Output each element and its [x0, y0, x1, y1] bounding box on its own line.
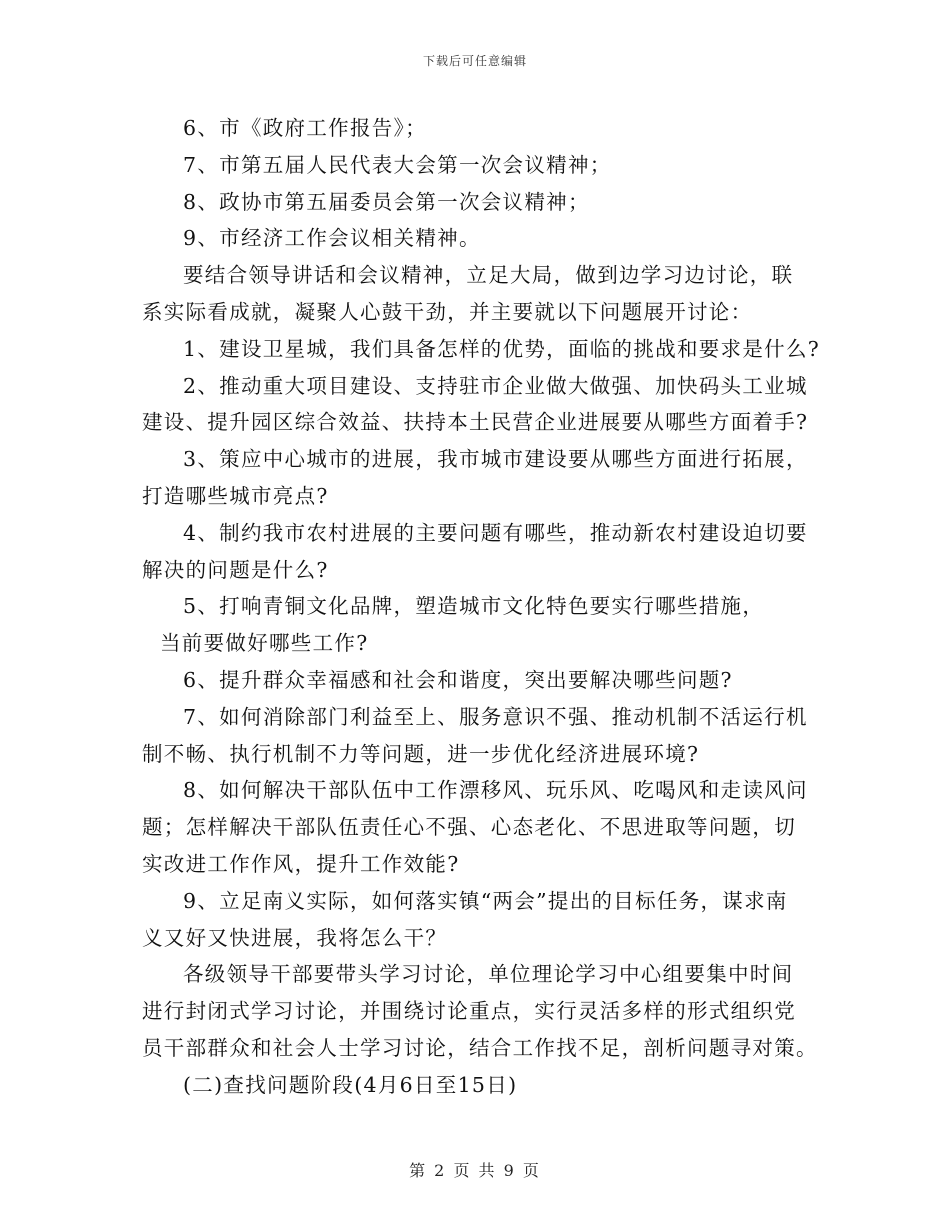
text-line: 义又好又快进展，我将怎么干？: [142, 925, 448, 950]
text-line: 9、立足南义实际，如何落实镇“两会”提出的目标任务，谋求南: [183, 888, 788, 913]
text-line: 8、如何解决干部队伍中工作漂移风、玩乐风、吃喝风和走读风问: [183, 778, 808, 803]
text-line: 实改进工作作风，提升工作效能?: [142, 851, 460, 876]
text-line: 6、市《政府工作报告》；: [183, 116, 427, 140]
section-heading: (二)查找问题阶段(4月6日至15日): [183, 1072, 518, 1097]
text-line: 1、建设卫星城，我们具备怎样的优势，面临的挑战和要求是什么?: [183, 336, 821, 361]
text-line: 7、如何消除部门利益至上、服务意识不强、推动机制不活运行机: [183, 704, 808, 729]
text-line: 7、市第五届人民代表大会第一次会议精神；: [183, 152, 612, 177]
text-line: 6、提升群众幸福感和社会和谐度，突出要解决哪些问题?: [183, 667, 733, 692]
text-line: 建设、提升园区综合效益、扶持本土民营企业进展要从哪些方面着手?: [142, 410, 809, 435]
text-line: 员干部群众和社会人士学习讨论，结合工作找不足，剖析问题寻对策。: [142, 1035, 818, 1060]
text-line: 8、政协市第五届委员会第一次会议精神；: [183, 189, 590, 214]
text-line: 各级领导干部要带头学习讨论，单位理论学习中心组要集中时间: [183, 962, 794, 987]
text-line: 题；怎样解决干部队伍责任心不强、心态老化、不思进取等问题，切: [142, 815, 796, 840]
text-line: 当前要做好哪些工作?: [160, 631, 369, 656]
text-line: 进行封闭式学习讨论，并围绕讨论重点，实行灵活多样的形式组织党: [142, 999, 796, 1024]
text-line: 4、制约我市农村进展的主要问题有哪些，推动新农村建设迫切要: [183, 520, 808, 545]
text-line: 5、打响青铜文化品牌，塑造城市文化特色要实行哪些措施，: [183, 594, 765, 619]
text-line: 打造哪些城市亮点?: [142, 483, 329, 508]
text-line: 9、市经济工作会议相关精神。: [183, 226, 481, 251]
document-body: [142, 110, 821, 1104]
page-footer: 第 2 页 共 9 页: [409, 1161, 541, 1180]
text-line: 2、推动重大项目建设、支持驻市企业做大做强、加快码头工业城: [183, 373, 808, 398]
text-line: 解决的问题是什么?: [142, 557, 329, 582]
page-header: 下载后可任意编辑: [422, 54, 527, 68]
text-line: 制不畅、执行机制不力等问题，进一步优化经济进展环境?: [142, 741, 700, 766]
text-line: 3、策应中心城市的进展，我市城市建设要从哪些方面进行拓展，: [183, 447, 808, 472]
text-line: 要结合领导讲话和会议精神，立足大局，做到边学习边讨论，联: [183, 263, 794, 288]
text-line: 系实际看成就，凝聚人心鼓干劲，并主要就以下问题展开讨论：: [142, 299, 753, 324]
